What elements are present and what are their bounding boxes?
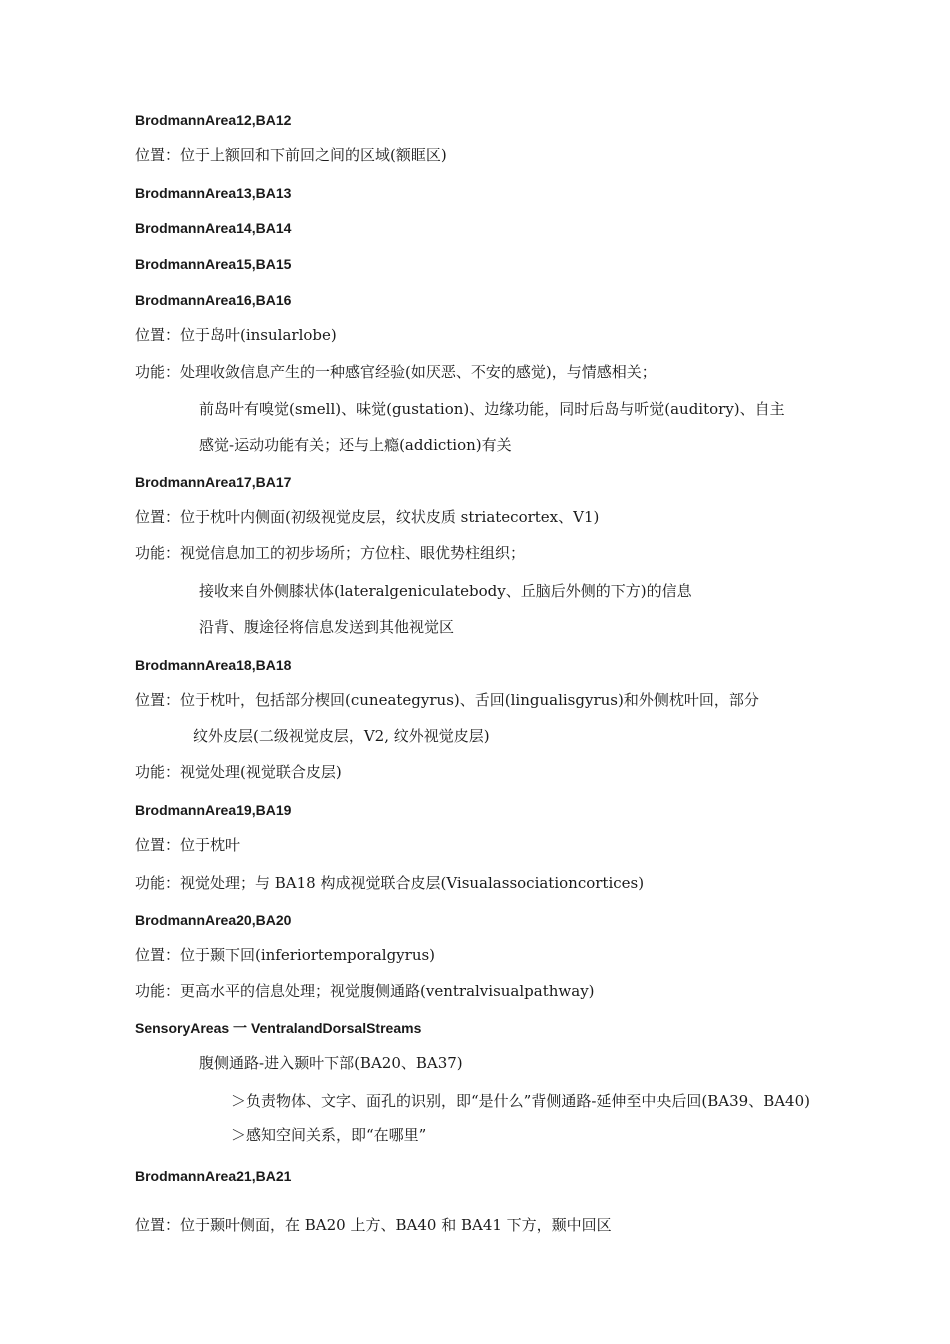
heading-ba19: BrodmannArea19,BA19 [135,802,292,818]
heading-sensory-areas: SensoryAreas 一 VentralandDorsalStreams [135,1020,422,1036]
function-ba18: 功能：视觉处理(视觉联合皮层) [135,763,342,781]
ventral-stream-detail: ＞负责物体、文字、面孔的识别，即“是什么”背侧通路-延伸至中央后回(BA39、BA40) [231,1092,810,1110]
heading-ba14: BrodmannArea14,BA14 [135,220,292,236]
heading-ba16: BrodmannArea16,BA16 [135,292,292,308]
function-ba19: 功能：视觉处理；与 BA18 构成视觉联合皮层(Visualassociationcortices) [135,874,645,892]
location-ba19: 位置：位于枕叶 [135,836,241,854]
ventral-stream: 腹侧通路-进入颞叶下部(BA20、BA37) [199,1054,463,1072]
location-ba21: 位置：位于颞叶侧面，在 BA20 上方、BA40 和 BA41 下方，颞中回区 [135,1216,612,1234]
dorsal-stream-detail: ＞感知空间关系，即“在哪里” [231,1126,427,1144]
heading-ba13: BrodmannArea13,BA13 [135,185,292,201]
location-ba17: 位置：位于枕叶内侧面(初级视觉皮层，纹状皮质 striatecortex、V1) [135,508,600,526]
function-ba16: 功能：处理收敛信息产生的一种感官经验(如厌恶、不安的感觉)，与情感相关； [135,363,657,381]
function-ba17-detail-2: 沿背、腹途径将信息发送到其他视觉区 [199,618,455,636]
location-ba12: 位置：位于上额回和下前回之间的区域(额眶区) [135,146,447,164]
location-ba18: 位置：位于枕叶，包括部分楔回(cuneategyrus)、舌回(lingualisgyrus)和外侧枕叶回，部分 [135,691,759,709]
heading-ba20: BrodmannArea20,BA20 [135,912,292,928]
function-ba17: 功能：视觉信息加工的初步场所；方位柱、眼优势柱组织； [135,544,526,562]
location-ba18-continued: 纹外皮层(二级视觉皮层，V2, 纹外视觉皮层) [193,727,490,745]
heading-ba17: BrodmannArea17,BA17 [135,474,292,490]
function-ba16-detail-1: 前岛叶有嗅觉(smell)、味觉(gustation)、边缘功能，同时后岛与听觉(auditory)、自主 [199,400,785,418]
location-ba16: 位置：位于岛叶(insularlobe) [135,326,337,344]
location-ba20: 位置：位于颞下回(inferiortemporalgyrus) [135,946,436,964]
heading-ba15: BrodmannArea15,BA15 [135,256,292,272]
heading-ba21: BrodmannArea21,BA21 [135,1168,292,1184]
function-ba17-detail-1: 接收来自外侧膝状体(lateralgeniculatebody、丘脑后外侧的下方)的信息 [199,582,692,600]
heading-ba18: BrodmannArea18,BA18 [135,657,292,673]
function-ba20: 功能：更高水平的信息处理；视觉腹侧通路(ventralvisualpathway) [135,982,595,1000]
heading-ba12: BrodmannArea12,BA12 [135,112,292,128]
function-ba16-detail-2: 感觉-运动功能有关；还与上瘾(addiction)有关 [199,436,512,454]
